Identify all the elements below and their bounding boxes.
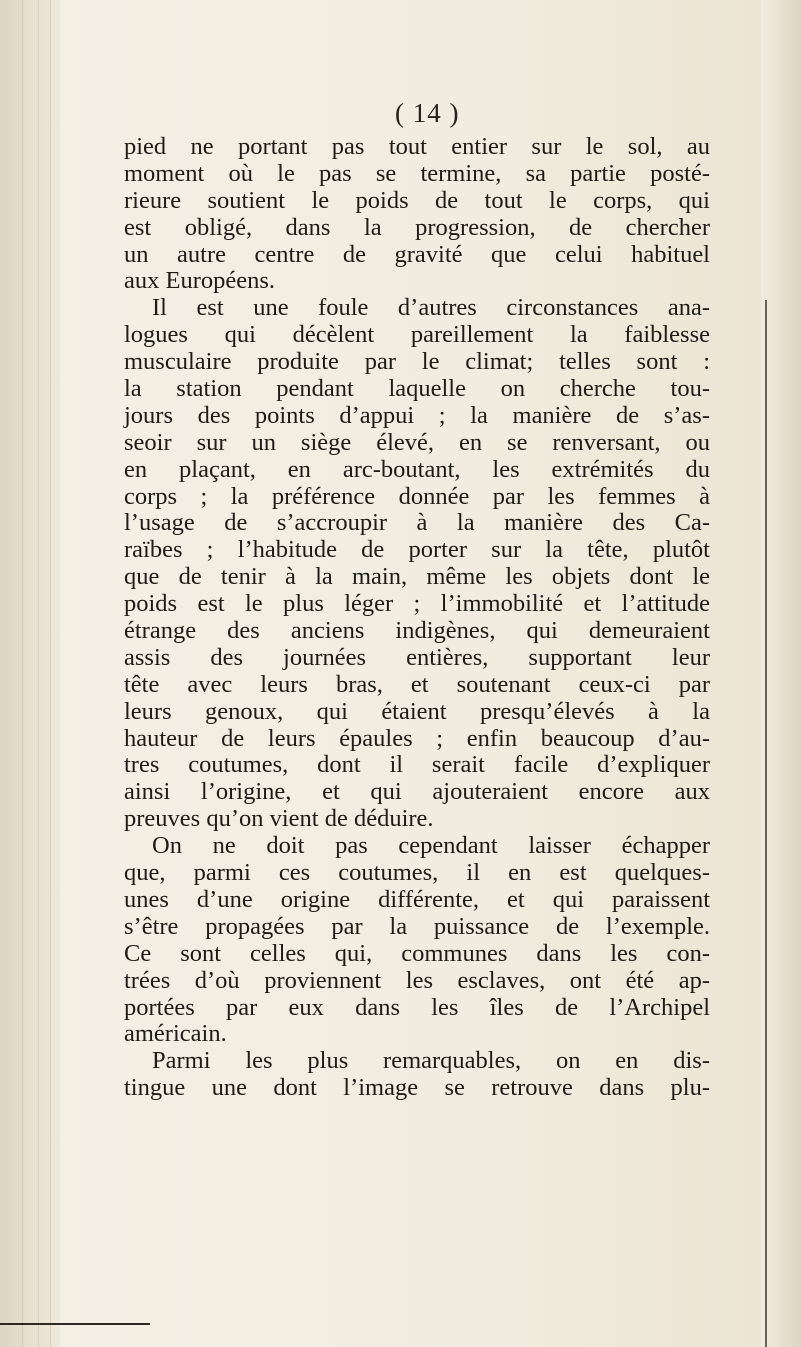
- text-line: ainsi l’origine, et qui ajouteraient encore aux: [124, 778, 710, 806]
- text-line: Parmi les plus remarquables, on en dis-: [152, 1047, 710, 1075]
- text-line: Il est une foule d’autres circonstances ana-: [152, 294, 710, 322]
- text-line: corps ; la préférence donnée par les femmes à: [124, 482, 710, 510]
- text-line: unes d’une origine différente, et qui paraissent: [124, 885, 710, 913]
- text-line: un autre centre de gravité que celui habituel: [124, 240, 710, 268]
- body-text: [124, 134, 710, 1102]
- text-line: On ne doit pas cependant laisser échapper: [152, 832, 710, 860]
- text-line: américain.: [124, 1020, 227, 1048]
- text-line: leurs genoux, qui étaient presqu’élevés à la: [124, 697, 710, 725]
- text-line: que de tenir à la main, même les objets dont le: [124, 563, 710, 591]
- text-line: aux Européens.: [124, 267, 276, 295]
- text-line: portées par eux dans les îles de l’Archipel: [124, 993, 710, 1021]
- text-line: logues qui décèlent pareillement la faiblesse: [124, 321, 710, 349]
- text-line: poids est le plus léger ; l’immobilité et l’attitude: [124, 590, 710, 618]
- text-line: trées d’où proviennent les esclaves, ont été ap-: [124, 966, 710, 994]
- text-line: la station pendant laquelle on cherche tou-: [124, 375, 710, 403]
- text-line: que, parmi ces coutumes, il en est quelques-: [124, 859, 710, 887]
- text-line: preuves qu’on vient de déduire.: [124, 805, 434, 833]
- gutter-fold-line: [50, 0, 51, 1347]
- text-line: tres coutumes, dont il serait facile d’expliquer: [124, 751, 710, 779]
- text-line: tête avec leurs bras, et soutenant ceux-ci par: [124, 670, 710, 698]
- text-line: l’usage de s’accroupir à la manière des Ca-: [124, 509, 710, 537]
- text-line: est obligé, dans la progression, de chercher: [124, 213, 710, 241]
- text-line: tingue une dont l’image se retrouve dans plu-: [124, 1074, 710, 1102]
- text-line: s’être propagées par la puissance de l’exemple.: [124, 912, 710, 940]
- page-edge-shadow: [765, 300, 767, 1347]
- text-line: jours des points d’appui ; la manière de s’as-: [124, 401, 710, 429]
- page-edge: [761, 0, 801, 1347]
- text-line: Ce sont celles qui, communes dans les con-: [124, 939, 710, 967]
- text-line: musculaire produite par le climat; telles sont :: [124, 348, 710, 376]
- text-line: rieure soutient le poids de tout le corps, qui: [124, 186, 710, 214]
- text-line: en plaçant, en arc-boutant, les extrémités du: [124, 455, 710, 483]
- text-line: pied ne portant pas tout entier sur le sol, au: [124, 133, 710, 160]
- text-line: moment où le pas se termine, sa partie posté-: [124, 159, 710, 187]
- text-line: seoir sur un siège élevé, en se renversant, ou: [124, 428, 710, 456]
- gutter-fold-line: [22, 0, 23, 1347]
- text-line: hauteur de leurs épaules ; enfin beaucoup d’au-: [124, 724, 710, 752]
- page-gutter: [0, 0, 60, 1347]
- text-line: assis des journées entières, supportant leur: [124, 643, 710, 671]
- text-line: étrange des anciens indigènes, qui demeuraient: [124, 617, 710, 645]
- gutter-fold-line: [38, 0, 39, 1347]
- page-number: ( 14 ): [395, 98, 460, 128]
- text-line: raïbes ; l’habitude de porter sur la tête, plutôt: [124, 536, 710, 564]
- bottom-rule: [0, 1323, 150, 1325]
